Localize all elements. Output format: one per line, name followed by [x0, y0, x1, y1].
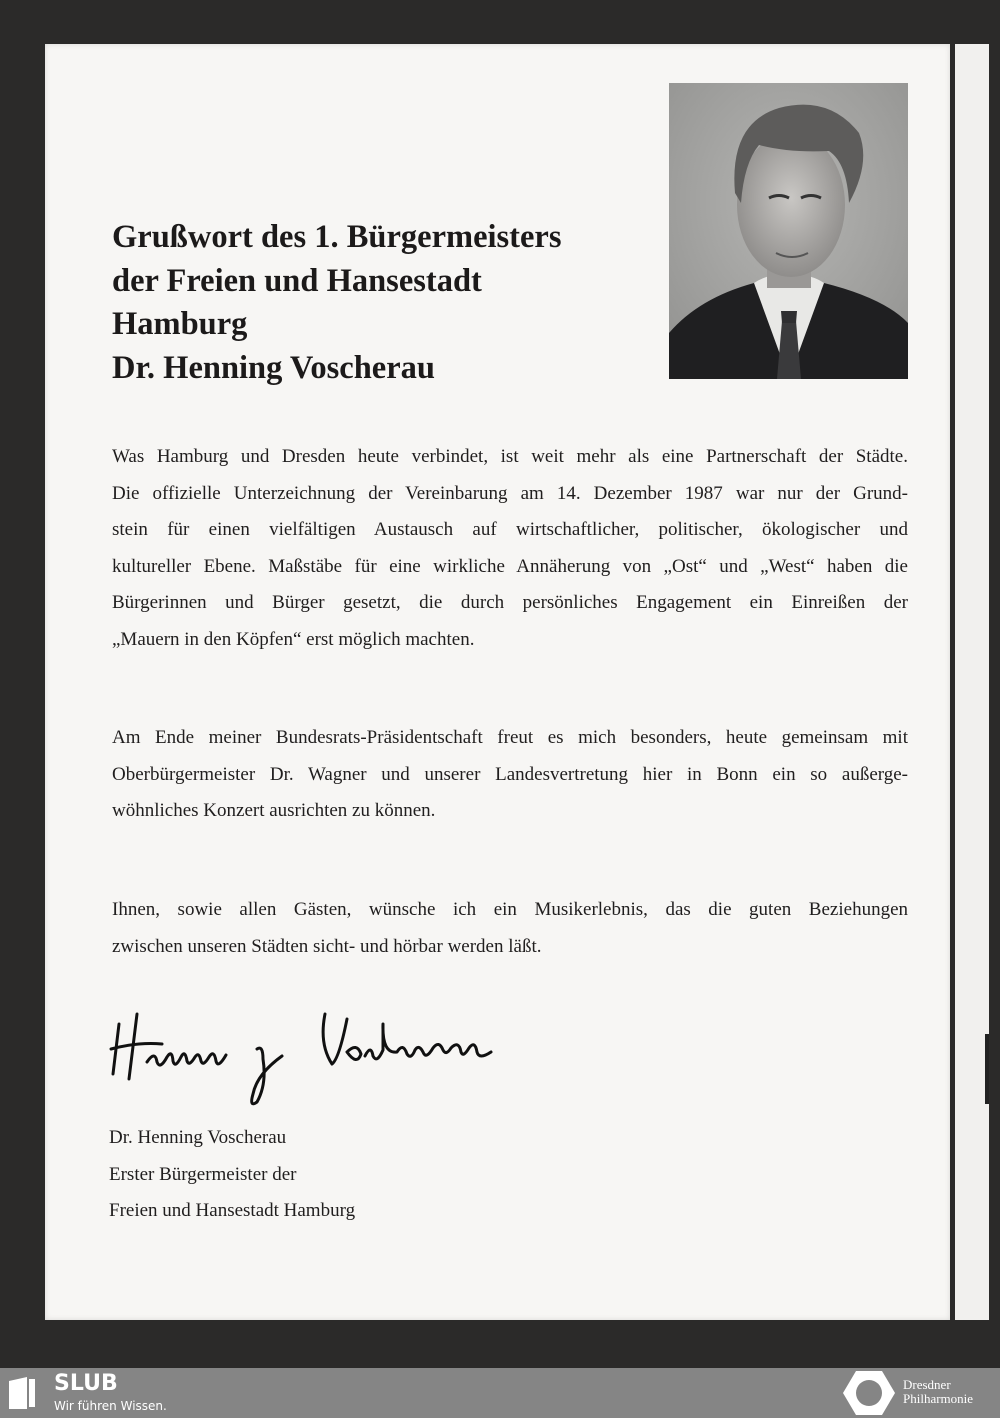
paragraph	[112, 892, 908, 965]
slub-logo-icon	[7, 1375, 43, 1411]
adjacent-page-edge	[955, 44, 989, 1320]
title-line: der Freien und Hansestadt	[112, 262, 482, 299]
text-line: kultureller Ebene. Maßstäbe für eine wirkliche Annäherung von „Ost“ und „West“ haben die	[112, 555, 908, 577]
page-title	[112, 216, 562, 390]
slub-logo-name: SLUB	[54, 1371, 118, 1396]
document-page	[45, 44, 950, 1320]
title-line: Dr. Henning Voscherau	[112, 349, 435, 386]
paragraph	[112, 720, 908, 830]
slub-tagline: Wir führen Wissen.	[54, 1399, 167, 1413]
text-line: Die offizielle Unterzeichnung der Vereinbarung am 14. Dezember 1987 war nur der Grund-	[112, 482, 908, 504]
signer-city: Freien und Hansestadt Hamburg	[109, 1200, 356, 1222]
signer-name: Dr. Henning Voscherau	[109, 1127, 287, 1148]
logo-text-line: Dresdner	[903, 1377, 951, 1392]
text-line: zwischen unseren Städten sicht- und hörbar werden läßt.	[112, 935, 542, 957]
title-line: Grußwort des 1. Bürgermeisters	[112, 219, 562, 255]
paragraph	[112, 439, 908, 659]
title-line: Hamburg	[112, 306, 248, 342]
text-line: „Mauern in den Köpfen“ erst möglich machten.	[112, 628, 475, 650]
footer-bar	[0, 1368, 1000, 1418]
signature-block	[109, 1120, 355, 1230]
signer-title: Erster Bürgermeister der	[109, 1163, 297, 1185]
philharmonie-logo-name	[903, 1378, 973, 1406]
portrait-photo	[669, 83, 908, 379]
logo-text-line: Philharmonie	[903, 1391, 974, 1406]
text-line: wöhnliches Konzert ausrichten zu können.	[112, 800, 436, 822]
text-line: Bürgerinnen und Bürger gesetzt, die durch persönliches Engagement ein Einreißen der	[112, 592, 908, 614]
text-line: stein für einen vielfältigen Austausch auf wirtschaftlicher, politischer, ökologischer und	[112, 519, 908, 541]
text-line: Was Hamburg und Dresden heute verbindet, ist weit mehr als eine Partnerschaft der Städte.	[112, 446, 908, 467]
philharmonie-logo-icon	[842, 1370, 896, 1416]
text-line: Ihnen, sowie allen Gästen, wünsche ich ein Musikerlebnis, das die guten Beziehungen	[112, 899, 908, 920]
handwritten-signature	[107, 1004, 557, 1109]
text-line: Am Ende meiner Bundesrats-Präsidentschaft freut es mich besonders, heute gemeinsam mit	[112, 727, 908, 748]
text-line: Oberbürgermeister Dr. Wagner und unserer Landesvertretung hier in Bonn ein so außerge-	[112, 763, 908, 785]
